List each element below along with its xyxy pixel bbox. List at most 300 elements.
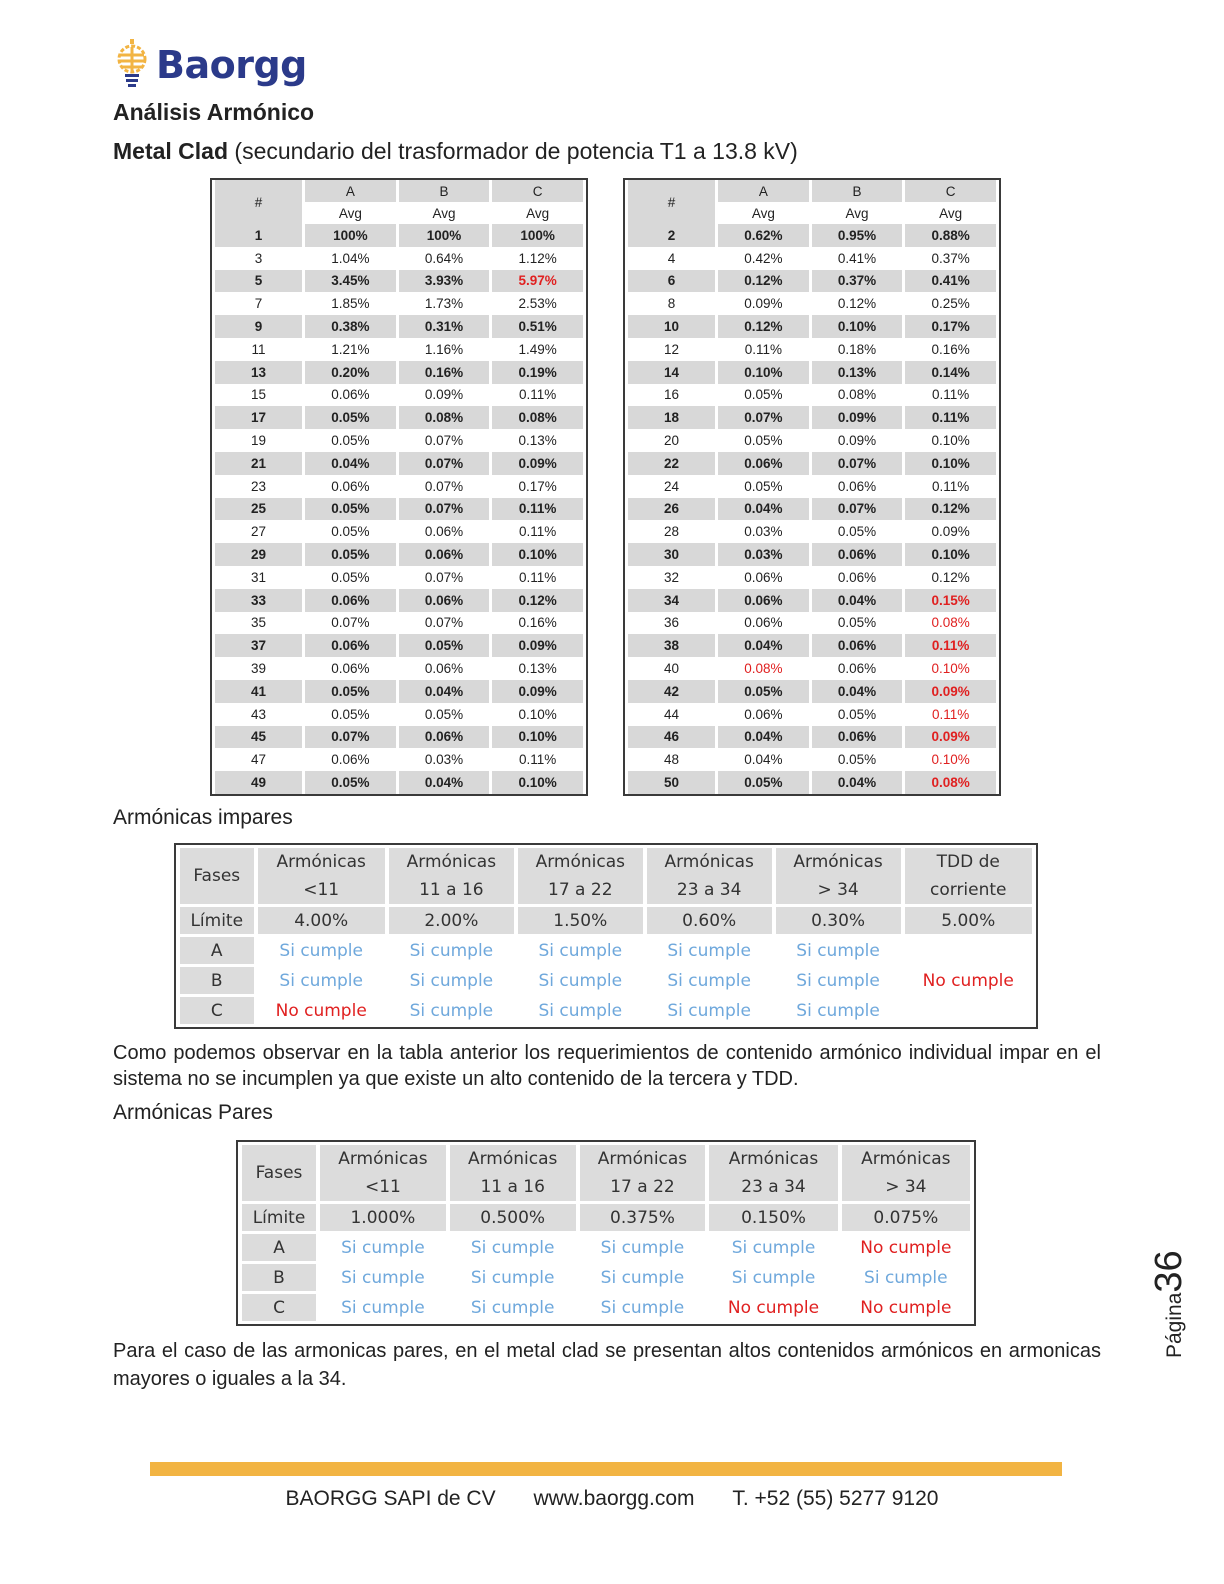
- table-row: [628, 224, 996, 247]
- harmonic-value: 0.41%: [905, 270, 996, 293]
- harmonic-value: 0.05%: [305, 543, 396, 566]
- harmonic-order: 32: [663, 569, 680, 585]
- harmonic-order: 10: [628, 315, 715, 338]
- harmonic-value: 0.10%: [492, 543, 583, 566]
- harmonic-value: 0.05%: [399, 634, 490, 657]
- compliance-status: Si cumple: [580, 1234, 706, 1261]
- compliance-status: Si cumple: [389, 997, 514, 1024]
- harmonic-value: 0.42%: [744, 250, 783, 266]
- range-header-line1: Armónicas: [664, 852, 754, 872]
- phase-header: B: [812, 180, 903, 202]
- harmonic-value: 1.49%: [518, 341, 557, 357]
- compliance-status: Si cumple: [450, 1294, 576, 1321]
- harmonic-value: 0.05%: [837, 615, 877, 631]
- range-header: [776, 848, 901, 904]
- compliance-status: Si cumple: [450, 1264, 576, 1291]
- page-number-value: 36: [1148, 1250, 1190, 1293]
- harmonic-value: 0.09%: [931, 524, 970, 540]
- table-row: [628, 270, 996, 293]
- compliance-status: Si cumple: [776, 937, 901, 964]
- harmonic-value: 0.09%: [492, 634, 583, 657]
- limit-value: 0.60%: [647, 907, 772, 934]
- harmonic-order: 49: [215, 771, 302, 794]
- table-row: [215, 634, 583, 657]
- harmonic-value: 0.16%: [931, 341, 970, 357]
- phase-row: [180, 937, 1032, 964]
- harmonic-value: 0.08%: [399, 406, 490, 429]
- range-header-line1: Armónicas: [467, 1149, 558, 1169]
- harmonic-order: 48: [663, 752, 680, 768]
- harmonic-value: 0.07%: [812, 452, 903, 475]
- harmonic-value: 0.11%: [519, 524, 557, 540]
- harmonic-value: 0.06%: [399, 589, 490, 612]
- table-row: [215, 384, 583, 407]
- harmonic-value: 0.15%: [905, 589, 996, 612]
- limite-row: [180, 907, 1032, 934]
- compliance-status: Si cumple: [647, 937, 772, 964]
- harmonic-value: 1.12%: [518, 250, 557, 266]
- compliance-status: Si cumple: [258, 937, 385, 964]
- harmonic-value: 0.08%: [837, 387, 877, 403]
- harmonic-value: 0.04%: [812, 680, 903, 703]
- harmonic-order: 30: [628, 543, 715, 566]
- harmonic-value: 0.25%: [931, 296, 970, 312]
- table-row: [215, 771, 583, 794]
- range-header: [518, 848, 643, 904]
- range-header: [580, 1145, 706, 1201]
- even-limits-table: [236, 1140, 976, 1326]
- table-row: [215, 270, 583, 293]
- harmonic-value: 0.07%: [424, 433, 464, 449]
- table-row: [215, 498, 583, 521]
- range-header-line2: 23 a 34: [676, 880, 742, 900]
- logo-text: Baorgg: [156, 43, 307, 87]
- harmonic-value: 0.06%: [837, 478, 877, 494]
- table-row: [215, 452, 583, 475]
- harmonic-value: 100%: [492, 224, 583, 247]
- harmonic-value: 0.09%: [905, 726, 996, 749]
- harmonic-value: 0.14%: [905, 361, 996, 384]
- page-label: Página: [1163, 1292, 1186, 1358]
- range-header-line1: Armónicas: [535, 852, 625, 872]
- harmonic-value: 0.05%: [424, 706, 464, 722]
- harmonic-value: 100%: [305, 224, 396, 247]
- harmonic-value: 0.12%: [492, 589, 583, 612]
- harmonic-value: 0.20%: [305, 361, 396, 384]
- harmonic-order: 43: [250, 706, 267, 722]
- harmonic-order: 15: [250, 387, 267, 403]
- harmonic-value: 0.51%: [492, 315, 583, 338]
- harmonic-value: 0.10%: [931, 752, 970, 768]
- harmonic-order: 2: [628, 224, 715, 247]
- avg-header: Avg: [845, 205, 869, 221]
- harmonic-order: 9: [215, 315, 302, 338]
- harmonic-value: 0.05%: [305, 498, 396, 521]
- harmonic-value: 0.04%: [399, 771, 490, 794]
- harmonic-order: 4: [667, 250, 676, 266]
- phase-row: [242, 1234, 970, 1261]
- table-row: [628, 771, 996, 794]
- harmonic-order: 14: [628, 361, 715, 384]
- harmonic-value: 0.10%: [812, 315, 903, 338]
- harmonic-value: 1.73%: [424, 296, 464, 312]
- harmonic-value: 0.10%: [905, 452, 996, 475]
- harmonic-value: 0.13%: [518, 433, 557, 449]
- harmonic-order: 11: [251, 341, 266, 357]
- harmonic-value: 2.53%: [518, 296, 557, 312]
- limit-value: 1.50%: [518, 907, 643, 934]
- harmonic-order: 20: [663, 433, 680, 449]
- even-harmonics-table: [623, 178, 1001, 796]
- phase-label: B: [242, 1264, 316, 1291]
- harmonic-value: 0.05%: [837, 752, 877, 768]
- harmonic-value: 0.05%: [305, 771, 396, 794]
- table-row: [215, 338, 583, 361]
- harmonic-value: 0.11%: [932, 478, 970, 494]
- harmonic-value: 0.18%: [837, 341, 877, 357]
- harmonic-order: 42: [628, 680, 715, 703]
- compliance-status: Si cumple: [647, 997, 772, 1024]
- phase-label: A: [242, 1234, 316, 1261]
- harmonic-value: 0.06%: [331, 387, 370, 403]
- range-header: [647, 848, 772, 904]
- range-header-line2: <11: [364, 1177, 401, 1197]
- range-header-line2: 11 a 16: [419, 880, 484, 900]
- harmonic-value: 0.07%: [424, 478, 464, 494]
- harmonic-value: 1.21%: [331, 341, 370, 357]
- harmonic-value: 0.05%: [331, 706, 370, 722]
- compliance-status: Si cumple: [389, 937, 514, 964]
- harmonic-value: 0.31%: [399, 315, 490, 338]
- harmonic-order: 35: [250, 615, 267, 631]
- harmonic-value: 0.08%: [492, 406, 583, 429]
- even-section-label: Armónicas Pares: [113, 1101, 273, 1124]
- harmonic-order: 33: [215, 589, 302, 612]
- limite-label: Límite: [242, 1204, 316, 1231]
- range-header-line1: Armónicas: [276, 852, 366, 872]
- table-row: [215, 475, 583, 498]
- harmonic-value: 0.13%: [812, 361, 903, 384]
- harmonic-value: 0.04%: [812, 771, 903, 794]
- paragraph-even-analysis: Para el caso de las armonicas pares, en el metal clad se presentan altos contenidos armónicos en armonicas mayores o iguales a la 34.: [113, 1340, 1101, 1390]
- harmonic-order: 38: [628, 634, 715, 657]
- harmonic-value: 0.05%: [837, 706, 877, 722]
- harmonic-value: 0.05%: [718, 680, 809, 703]
- harmonic-value: 0.10%: [492, 726, 583, 749]
- footer-website[interactable]: www.baorgg.com: [533, 1487, 695, 1510]
- table-row: [215, 292, 583, 315]
- harmonic-value: 0.04%: [305, 452, 396, 475]
- harmonic-value: 0.04%: [718, 498, 809, 521]
- compliance-status: Si cumple: [842, 1264, 970, 1291]
- compliance-status: Si cumple: [709, 1234, 837, 1261]
- harmonic-value: 0.06%: [718, 452, 809, 475]
- harmonic-value: 0.19%: [492, 361, 583, 384]
- range-header-line2: > 34: [885, 1177, 927, 1197]
- harmonic-order: 7: [254, 296, 263, 312]
- harmonic-value: 0.12%: [718, 315, 809, 338]
- header-row: [215, 180, 583, 202]
- harmonic-value: 0.37%: [812, 270, 903, 293]
- harmonic-order: 47: [250, 752, 267, 768]
- range-header-line1: Armónicas: [793, 852, 883, 872]
- odd-harmonics-table: [210, 178, 588, 796]
- harmonic-value: 0.09%: [424, 387, 464, 403]
- harmonic-value: 0.13%: [518, 661, 557, 677]
- harmonic-order: 40: [663, 661, 680, 677]
- harmonic-value: 0.11%: [519, 387, 557, 403]
- compliance-status: Si cumple: [709, 1264, 837, 1291]
- harmonic-value: 0.10%: [931, 661, 970, 677]
- harmonic-value: 0.12%: [837, 296, 877, 312]
- harmonic-value: 0.11%: [519, 569, 557, 585]
- harmonic-value: 0.09%: [492, 452, 583, 475]
- harmonic-value: 0.05%: [305, 680, 396, 703]
- compliance-status: Si cumple: [580, 1294, 706, 1321]
- harmonic-value: 0.06%: [744, 615, 783, 631]
- harmonic-value: 0.04%: [718, 726, 809, 749]
- range-header-line2: > 34: [817, 880, 859, 900]
- harmonic-order: 12: [663, 341, 680, 357]
- compliance-status: Si cumple: [320, 1294, 446, 1321]
- harmonic-order: 16: [663, 387, 680, 403]
- odd-limits-table: [174, 843, 1038, 1029]
- range-header: [842, 1145, 970, 1201]
- limite-label: Límite: [180, 907, 254, 934]
- table-row: [628, 361, 996, 384]
- harmonic-value: 0.06%: [305, 634, 396, 657]
- range-header: [450, 1145, 576, 1201]
- footer-phone: T. +52 (55) 5277 9120: [732, 1487, 939, 1510]
- harmonic-value: 0.06%: [718, 589, 809, 612]
- harmonic-value: 0.16%: [399, 361, 490, 384]
- table-row: [628, 315, 996, 338]
- harmonic-order: 21: [215, 452, 302, 475]
- avg-header: Avg: [526, 205, 550, 221]
- compliance-status: Si cumple: [580, 1264, 706, 1291]
- lightbulb-logo-icon: [112, 39, 152, 91]
- harmonic-order: 46: [628, 726, 715, 749]
- table-row: [628, 566, 996, 589]
- harmonic-value: 0.06%: [812, 726, 903, 749]
- harmonic-value: 0.09%: [905, 680, 996, 703]
- subtitle-rest: (secundario del trasformador de potencia T1 a 13.8 kV): [228, 138, 798, 164]
- footer-accent-bar: [150, 1462, 1062, 1476]
- table-row: [628, 406, 996, 429]
- phase-header: A: [305, 180, 396, 202]
- harmonic-value: 0.12%: [931, 569, 970, 585]
- limite-row: [242, 1204, 970, 1231]
- hash-header: #: [215, 180, 302, 224]
- harmonic-value: 0.11%: [905, 634, 996, 657]
- table-row: [628, 475, 996, 498]
- harmonic-value: 0.64%: [424, 250, 464, 266]
- harmonic-value: 0.11%: [492, 498, 583, 521]
- phase-label: C: [180, 997, 254, 1024]
- harmonic-value: 0.38%: [305, 315, 396, 338]
- harmonic-order: 6: [628, 270, 715, 293]
- range-header-line1: Armónicas: [597, 1149, 688, 1169]
- harmonic-value: 0.17%: [905, 315, 996, 338]
- page-subtitle: [113, 138, 798, 165]
- harmonic-order: 18: [628, 406, 715, 429]
- fases-header: Fases: [180, 848, 254, 904]
- harmonic-value: 0.09%: [812, 406, 903, 429]
- compliance-status: Si cumple: [776, 997, 901, 1024]
- table-row: [628, 634, 996, 657]
- compliance-status: Si cumple: [450, 1234, 576, 1261]
- harmonic-value: 0.06%: [424, 524, 464, 540]
- hash-header: #: [628, 180, 715, 224]
- table-row: [215, 589, 583, 612]
- table-row: [628, 498, 996, 521]
- range-header: [709, 1145, 837, 1201]
- harmonic-value: 0.10%: [518, 706, 557, 722]
- avg-header: Avg: [432, 205, 456, 221]
- harmonic-value: 0.10%: [905, 543, 996, 566]
- harmonic-value: 0.09%: [492, 680, 583, 703]
- table-row: [215, 520, 583, 543]
- table-row: [215, 406, 583, 429]
- harmonic-order: 22: [628, 452, 715, 475]
- harmonic-value: 0.05%: [331, 524, 370, 540]
- table-row: [628, 680, 996, 703]
- phase-label: B: [180, 967, 254, 994]
- harmonic-order: 28: [663, 524, 680, 540]
- harmonic-value: 0.05%: [744, 387, 783, 403]
- harmonic-order: 39: [250, 661, 267, 677]
- range-header: [258, 848, 385, 904]
- odd-section-label: Armónicas impares: [113, 806, 293, 829]
- harmonic-value: 0.07%: [399, 498, 490, 521]
- harmonic-order: 27: [250, 524, 267, 540]
- limits-header-row: [180, 848, 1032, 904]
- harmonic-value: 0.06%: [331, 661, 370, 677]
- harmonic-value: 0.04%: [718, 634, 809, 657]
- harmonic-value: 0.09%: [837, 433, 877, 449]
- harmonic-value: 0.95%: [812, 224, 903, 247]
- harmonic-value: 0.05%: [837, 524, 877, 540]
- harmonic-value: 0.06%: [399, 726, 490, 749]
- limit-value: 0.500%: [450, 1204, 576, 1231]
- harmonic-order: 26: [628, 498, 715, 521]
- header-row: [628, 180, 996, 202]
- harmonic-value: 0.06%: [424, 661, 464, 677]
- harmonic-order: 36: [663, 615, 680, 631]
- harmonic-value: 0.10%: [718, 361, 809, 384]
- company-logo: [112, 38, 307, 92]
- harmonic-value: 0.06%: [837, 661, 877, 677]
- harmonic-value: 0.06%: [305, 589, 396, 612]
- harmonic-order: 29: [215, 543, 302, 566]
- harmonic-value: 1.85%: [331, 296, 370, 312]
- harmonic-order: 50: [628, 771, 715, 794]
- phase-header: C: [492, 180, 583, 202]
- table-row: [215, 224, 583, 247]
- table-row: [215, 680, 583, 703]
- harmonic-value: 0.09%: [744, 296, 783, 312]
- avg-header: Avg: [939, 205, 963, 221]
- harmonic-value: 0.05%: [744, 433, 783, 449]
- phase-row: [242, 1294, 970, 1321]
- harmonic-value: 0.07%: [399, 452, 490, 475]
- phase-row: [242, 1264, 970, 1291]
- table-row: [628, 612, 996, 635]
- compliance-status: Si cumple: [518, 997, 643, 1024]
- phase-header: B: [399, 180, 490, 202]
- range-header-line1: TDD de: [936, 852, 1000, 872]
- table-row: [215, 361, 583, 384]
- harmonic-value: 0.06%: [744, 706, 783, 722]
- harmonic-value: 0.11%: [932, 706, 970, 722]
- harmonic-order: 45: [215, 726, 302, 749]
- harmonic-value: 0.05%: [305, 406, 396, 429]
- harmonic-value: 0.88%: [905, 224, 996, 247]
- table-row: [628, 452, 996, 475]
- compliance-status: Si cumple: [776, 967, 901, 994]
- limit-value: 0.150%: [709, 1204, 837, 1231]
- compliance-status: No cumple: [709, 1294, 837, 1321]
- table-row: [215, 247, 583, 270]
- compliance-status: Si cumple: [518, 937, 643, 964]
- table-row: [215, 726, 583, 749]
- table-row: [215, 657, 583, 680]
- table-row: [215, 315, 583, 338]
- table-row: [215, 612, 583, 635]
- harmonic-order: 17: [215, 406, 302, 429]
- limit-value: 2.00%: [389, 907, 514, 934]
- limit-value: 0.075%: [842, 1204, 970, 1231]
- table-row: [628, 429, 996, 452]
- range-header: [905, 848, 1032, 904]
- limits-header-row: [242, 1145, 970, 1201]
- harmonic-value: 0.07%: [424, 569, 464, 585]
- harmonic-value: 100%: [399, 224, 490, 247]
- harmonic-value: 0.62%: [718, 224, 809, 247]
- phase-label: C: [242, 1294, 316, 1321]
- compliance-status: Si cumple: [320, 1234, 446, 1261]
- paragraph-odd-analysis: Como podemos observar en la tabla anterior los requerimientos de contenido armónico individual impar en el sistema no se incumplen ya que existe un alto contenido de la tercera y TDD.: [113, 1042, 1101, 1090]
- harmonic-value: 0.06%: [812, 543, 903, 566]
- harmonic-value: 0.03%: [718, 543, 809, 566]
- harmonic-value: 1.16%: [424, 341, 464, 357]
- harmonic-value: 0.06%: [744, 569, 783, 585]
- range-header-line2: 17 a 22: [610, 1177, 675, 1197]
- harmonic-order: 34: [628, 589, 715, 612]
- table-row: [628, 247, 996, 270]
- range-header-line1: Armónicas: [861, 1149, 951, 1169]
- harmonic-value: 0.12%: [718, 270, 809, 293]
- table-row: [628, 543, 996, 566]
- subtitle-bold: Metal Clad: [113, 138, 229, 164]
- limit-value: 1.000%: [320, 1204, 446, 1231]
- avg-header: Avg: [338, 205, 362, 221]
- harmonic-value: 0.11%: [905, 406, 996, 429]
- phase-header: C: [905, 180, 996, 202]
- harmonic-value: 0.07%: [305, 726, 396, 749]
- harmonic-value: 0.06%: [812, 634, 903, 657]
- phase-label: A: [180, 937, 254, 964]
- footer-company: BAORGG SAPI de CV: [285, 1487, 496, 1510]
- harmonic-value: 0.08%: [744, 661, 783, 677]
- harmonic-order: 24: [663, 478, 680, 494]
- harmonic-value: 0.16%: [518, 615, 557, 631]
- compliance-status: Si cumple: [258, 967, 385, 994]
- harmonic-value: 3.45%: [305, 270, 396, 293]
- range-header-line2: 23 a 34: [741, 1177, 806, 1197]
- compliance-status: Si cumple: [320, 1264, 446, 1291]
- table-row: [628, 726, 996, 749]
